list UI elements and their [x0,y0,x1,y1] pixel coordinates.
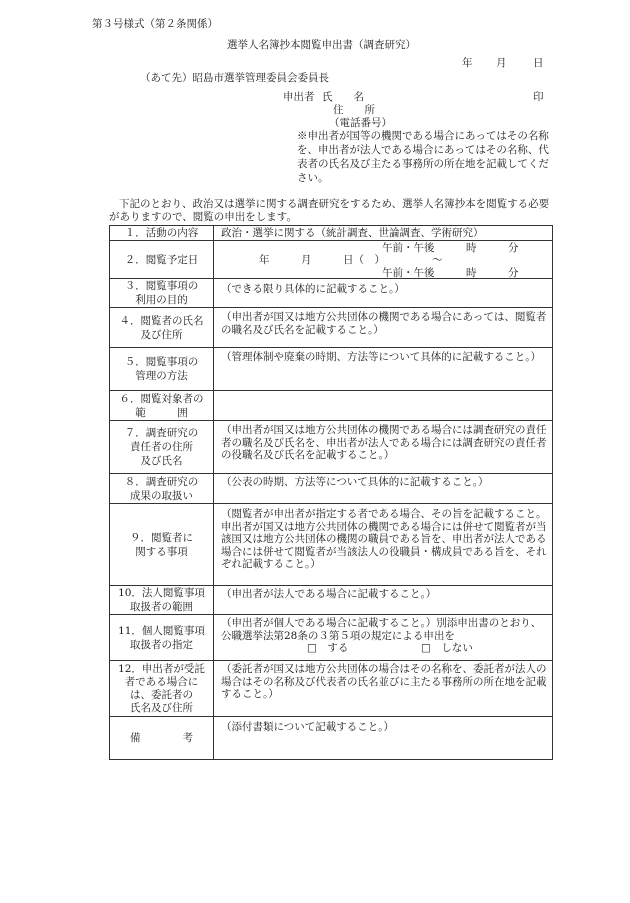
value-activity[interactable]: 政治・選挙に関する（統計調査、世論調査、学術研究） [214,226,553,241]
label-research-lead-c: 及び氏名 [140,455,183,467]
row-activity [110,226,553,241]
schedule-date: 年 月 日（ ） [259,254,385,266]
label-purpose-b: 利用の目的 [135,294,188,306]
form-number: 第３号様式（第２条関係） [92,18,218,30]
label-results-a: ８．調査研究の [124,475,199,488]
label-management [110,348,214,391]
addressee: （あて先）昭島市選挙管理委員会委員長 [140,72,329,84]
label-target-scope-b: 範 囲 [135,406,188,419]
label-schedule: ２．閲覧予定日 [110,241,214,279]
label-viewer-info-a: ９．閲覧者に [130,531,193,544]
value-corporate-handlers[interactable]: （申出者が法人である場合に記載すること。） [214,586,553,615]
label-viewer-name [110,308,214,348]
label-corporate-handlers-b: 取扱者の範囲 [130,601,193,613]
label-target-scope-a: ６．閲覧対象者の [119,392,204,405]
value-individual-handlers [214,615,553,661]
schedule-start: 午前・午後 時 分 [382,242,519,254]
applicant-heading: 申出者 [283,91,315,103]
row-results [110,474,553,504]
label-research-lead-a: ７．調査研究の [124,427,199,439]
label-activity: １．活動の内容 [110,226,214,241]
row-schedule [110,241,553,279]
label-viewer-info-b: 関する事項 [135,545,188,558]
label-results-b: 成果の取扱い [130,489,193,502]
application-table [109,225,553,760]
label-viewer-name-a: ４．閲覧者の氏名 [119,314,204,327]
label-consignor-b: 者である場合に [124,675,199,688]
label-consignor-d: 氏名及び住所 [130,701,193,714]
row-purpose [110,279,553,308]
option-yes-checkbox[interactable]: □ する [307,642,349,654]
label-consignor [110,661,214,717]
label-target-scope [110,391,214,421]
row-viewer-info [110,504,553,586]
applicant-note: ※申出者が国等の機関である場合にあってはその名称を、申出者が法人である場合にあってはその名称、代表者の氏名及び主たる事務所の所在地を記載してください。 [297,130,549,184]
schedule-tilde: ～ [432,254,443,266]
value-management[interactable]: （管理体制や廃棄の時期、方法等について具体的に記載すること。） [214,348,553,391]
date-year-label: 年 [462,57,473,69]
applicant-phone-label: （電話番号） [329,117,392,129]
label-purpose [110,279,214,308]
label-management-a: ５．閲覧事項の [124,356,199,368]
intro-text: 下記のとおり、政治又は選挙に関する調査研究をするため、選挙人名簿抄本を閲覧する必要がありますので、閲覧の申出をします。 [109,198,550,223]
row-individual-handlers [110,615,553,661]
option-no-checkbox[interactable]: □ しない [421,642,473,654]
applicant-address-label: 住 所 [333,104,375,116]
label-individual-handlers-a: 11．個人閲覧事項 [118,624,205,637]
value-viewer-info[interactable]: （閲覧者が申出者が指定する者である場合、その旨を記載すること。申出者が国又は地方公共団体の機関である場合には併せて閲覧者が当該国又は地方公共団体の機関の職員である旨を、申出者が法人である場合には併せて閲覧者が当該法人の役職員・構成員である旨を、それぞれ記載すること。） [214,504,553,586]
value-purpose[interactable]: （できる限り具体的に記載すること。） [214,279,553,308]
row-consignor [110,661,553,717]
row-remarks [110,717,553,760]
value-remarks[interactable]: （添付書類について記載すること。） [214,717,553,760]
value-schedule[interactable] [214,241,553,279]
label-consignor-c: は、委託者の [130,688,193,701]
value-viewer-name[interactable]: （申出者が国又は地方公共団体の機関である場合にあっては、閲覧者の職名及び氏名を記載すること。） [214,308,553,348]
seal-mark: 印 [533,91,544,103]
label-corporate-handlers [110,586,214,615]
row-target-scope [110,391,553,421]
row-corporate-handlers [110,586,553,615]
row-research-lead [110,421,553,474]
value-results[interactable]: （公表の時期、方法等について具体的に記載すること。） [214,474,553,504]
row-viewer-name [110,308,553,348]
label-remarks: 備 考 [110,717,214,760]
intro-paragraph [109,198,554,224]
date-month-label: 月 [496,57,507,69]
individual-handlers-text: （申出者が個人である場合に記載すること。）別添申出書のとおり、公職選挙法第28条の３第５項の規定による申出を [221,617,542,642]
label-research-lead-b: 責任者の住所 [130,441,193,453]
row-management [110,348,553,391]
label-purpose-a: ３．閲覧事項の [124,280,199,292]
label-consignor-a: 12．申出者が受託 [118,662,205,675]
label-research-lead [110,421,214,474]
date-day-label: 日 [533,57,544,69]
label-viewer-info [110,504,214,586]
label-results [110,474,214,504]
value-consignor[interactable]: （委託者が国又は地方公共団体の場合はその名称を、委託者が法人の場合はその名称及び代表者の氏名並びに主たる事務所の所在地を記載すること。） [214,661,553,717]
label-individual-handlers [110,615,214,661]
form-title: 選挙人名簿抄本閲覧申出書（調査研究） [227,39,416,51]
label-individual-handlers-b: 取扱者の指定 [130,638,193,651]
value-target-scope[interactable] [214,391,553,421]
value-research-lead[interactable]: （申出者が国又は地方公共団体の機関である場合には調査研究の責任者の職名及び氏名を、申出者が法人である場合には調査研究の責任者の役職名及び氏名を記載すること。） [214,421,553,474]
schedule-end: 午前・午後 時 分 [382,267,519,279]
applicant-name-label: 氏 名 [322,91,364,103]
label-corporate-handlers-a: 10．法人閲覧事項 [118,587,205,599]
label-viewer-name-b: 及び住所 [140,328,183,341]
label-management-b: 管理の方法 [135,370,188,382]
